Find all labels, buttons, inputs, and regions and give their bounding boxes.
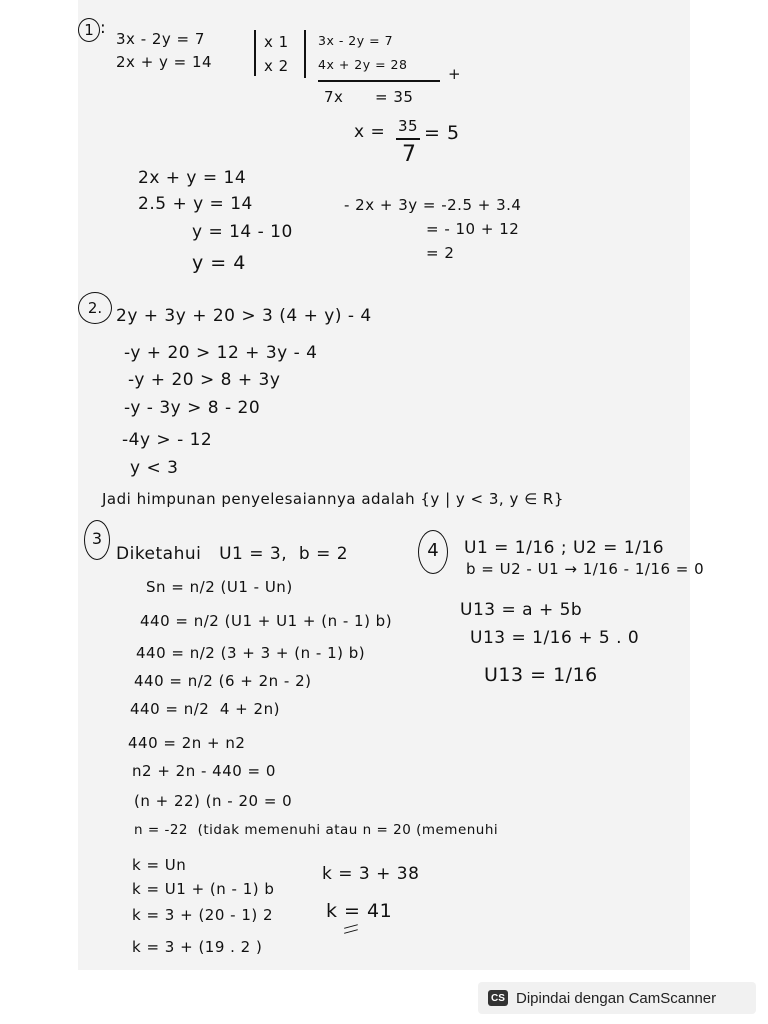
p1-equation-2: 2x + y = 14 <box>116 53 213 71</box>
p1-substitution-2: 2.5 + y = 14 <box>138 194 253 214</box>
p3-line-7: n2 + 2n - 440 = 0 <box>132 762 276 780</box>
p3-k-line-3: k = 3 + (20 - 1) 2 <box>132 906 274 924</box>
problem-4-number: 4 <box>418 530 448 574</box>
problem-1-number: 1 <box>78 18 100 42</box>
p3-k-line-1: k = Un <box>132 856 187 874</box>
p1-fraction-bar <box>396 138 420 140</box>
p4-line-2: b = U2 - U1 → 1/16 - 1/16 = 0 <box>466 560 705 578</box>
p1-substitution-4: y = 4 <box>192 252 246 274</box>
p1-sum-line <box>318 80 440 82</box>
p1-check-1: - 2x + 3y = -2.5 + 3.4 <box>344 196 522 214</box>
p4-line-1: U1 = 1/16 ; U2 = 1/16 <box>464 538 665 558</box>
p1-plus-sign: + <box>448 65 462 83</box>
p1-substitution-1: 2x + y = 14 <box>138 168 247 188</box>
p1-multiplier-1: x 1 <box>264 33 289 51</box>
p3-line-4: 440 = n/2 (6 + 2n - 2) <box>134 672 312 690</box>
p3-k-line-5: k = 3 + 38 <box>322 864 420 884</box>
p1-substitution-3: y = 14 - 10 <box>192 222 293 242</box>
p1-check-2: = - 10 + 12 <box>426 220 520 238</box>
p3-k-line-6: k = 41 <box>326 900 393 922</box>
p1-x-rhs: = 5 <box>424 122 460 144</box>
p3-k-line-2: k = U1 + (n - 1) b <box>132 880 275 898</box>
p3-given: Diketahui U1 = 3, b = 2 <box>116 544 349 564</box>
p1-x-numerator: 35 <box>398 117 419 135</box>
p3-line-9: n = -22 (tidak memenuhi atau n = 20 (memenuhi <box>134 822 499 838</box>
p4-line-5: U13 = 1/16 <box>484 664 598 686</box>
p2-line-4: -y - 3y > 8 - 20 <box>124 398 261 418</box>
p1-x-denominator: 7 <box>402 142 417 167</box>
p3-line-2: 440 = n/2 (U1 + U1 + (n - 1) b) <box>140 612 393 630</box>
problem-1-marker: : <box>100 18 107 38</box>
p2-line-1: 2y + 3y + 20 > 3 (4 + y) - 4 <box>116 306 372 326</box>
p1-equation-1: 3x - 2y = 7 <box>116 30 205 48</box>
p2-conclusion: Jadi himpunan penyelesaiannya adalah {y | y < 3, y ∈ R} <box>102 490 564 508</box>
p4-line-4: U13 = 1/16 + 5 . 0 <box>470 628 640 648</box>
p1-result-eq-1: 3x - 2y = 7 <box>318 33 394 48</box>
p1-check-3: = 2 <box>426 244 455 262</box>
camscanner-text: Dipindai dengan CamScanner <box>516 989 717 1007</box>
p3-line-6: 440 = 2n + n2 <box>128 734 246 752</box>
p1-sum: 7x = 35 <box>324 88 414 106</box>
p4-line-3: U13 = a + 5b <box>460 600 583 620</box>
problem-3-number: 3 <box>84 520 110 560</box>
camscanner-watermark <box>478 982 756 1014</box>
p2-line-5: -4y > - 12 <box>122 430 213 450</box>
p2-line-2: -y + 20 > 12 + 3y - 4 <box>124 343 318 363</box>
p1-x-lhs: x = <box>354 122 386 142</box>
p2-line-3: -y + 20 > 8 + 3y <box>128 370 281 390</box>
p1-divider-1 <box>254 30 256 76</box>
camscanner-logo-icon: CS <box>488 990 508 1006</box>
p2-line-6: y < 3 <box>130 458 179 478</box>
p3-line-3: 440 = n/2 (3 + 3 + (n - 1) b) <box>136 644 366 662</box>
p3-line-8: (n + 22) (n - 20 = 0 <box>134 792 293 810</box>
p3-line-5: 440 = n/2 4 + 2n) <box>130 700 280 718</box>
p1-result-eq-2: 4x + 2y = 28 <box>318 57 408 72</box>
p1-multiplier-2: x 2 <box>264 57 289 75</box>
problem-2-number: 2. <box>78 292 112 324</box>
p3-line-1: Sn = n/2 (U1 - Un) <box>146 578 293 596</box>
p3-k-line-4: k = 3 + (19 . 2 ) <box>132 938 263 956</box>
p1-divider-2 <box>304 30 306 78</box>
